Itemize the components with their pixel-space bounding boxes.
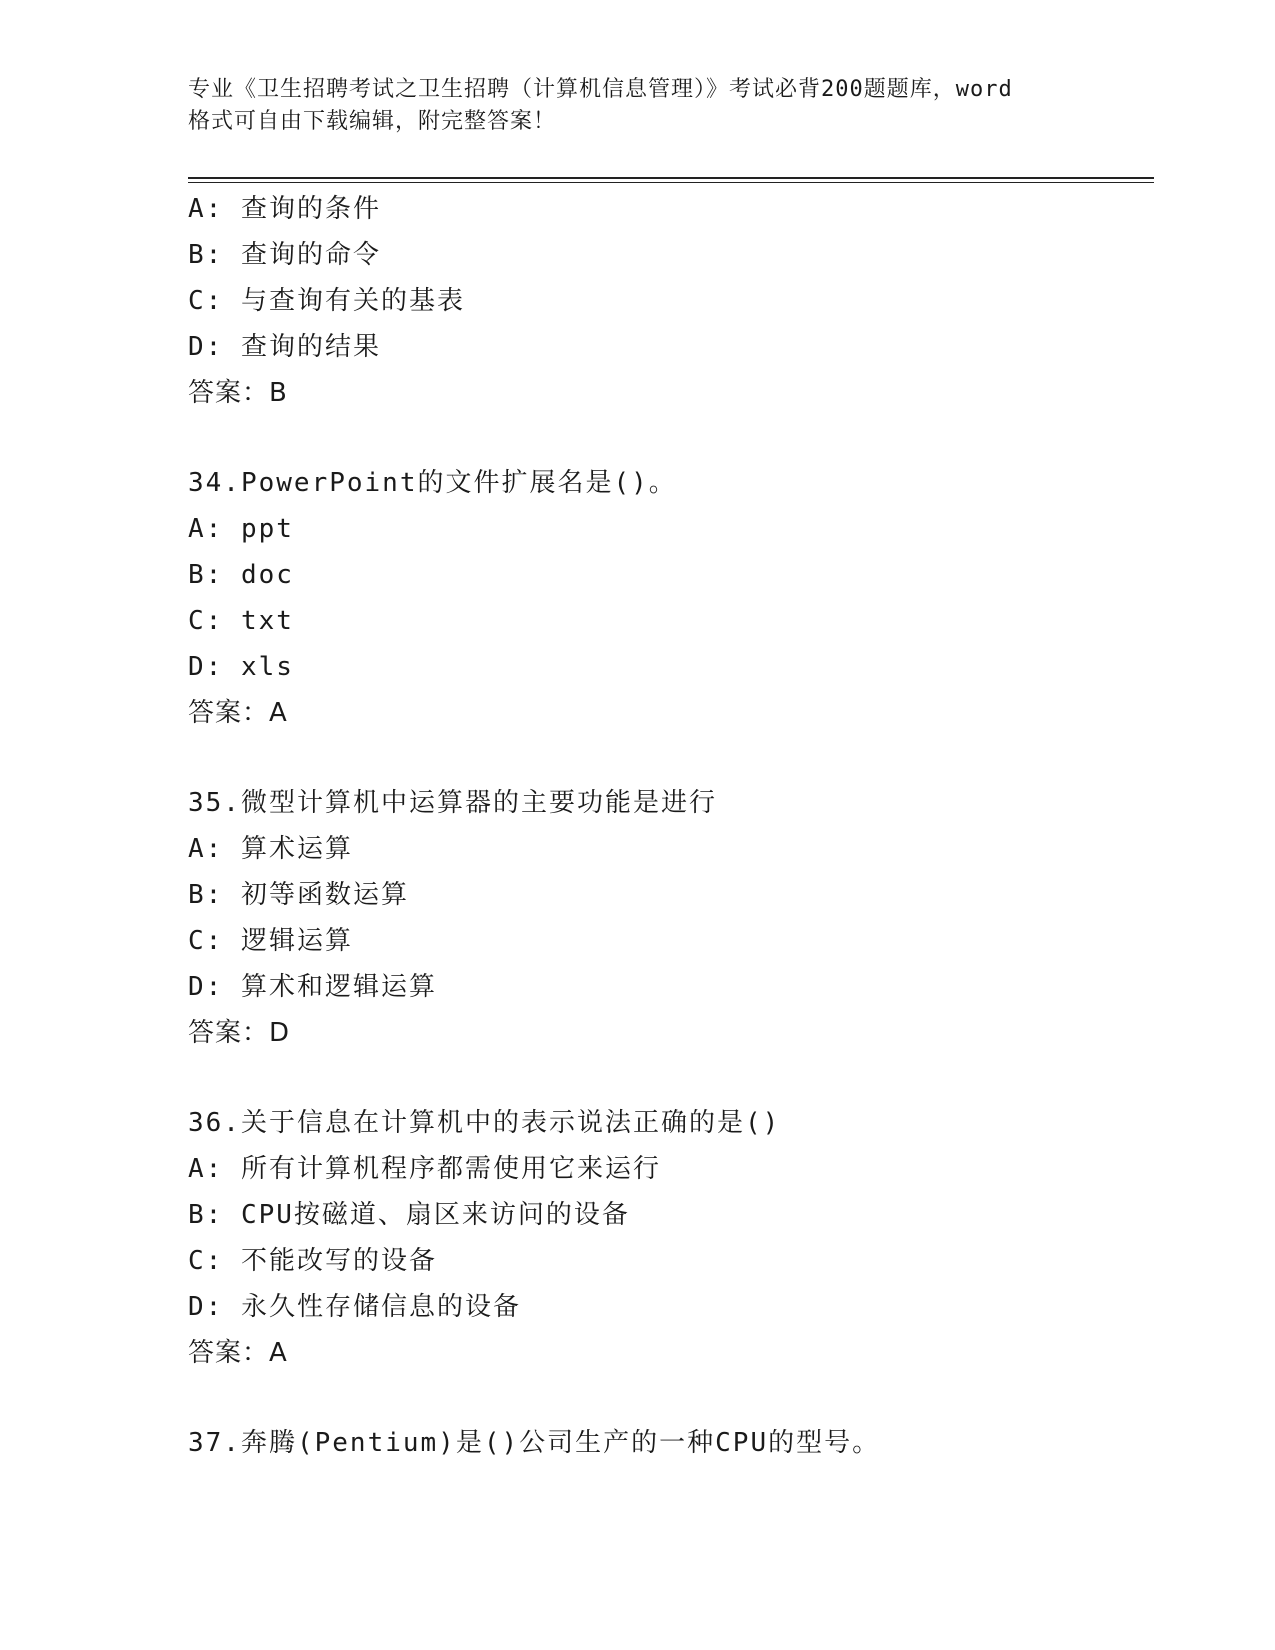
answer-line: 答案：A: [188, 698, 288, 728]
document-header: [188, 74, 1088, 138]
option-c: C: 与查询有关的基表: [188, 286, 465, 316]
option-b: B: 初等函数运算: [188, 880, 409, 910]
option-b: B: 查询的命令: [188, 240, 381, 270]
option-a: A: ppt: [188, 514, 294, 544]
question-list: [188, 186, 1148, 1466]
question-text: 35.微型计算机中运算器的主要功能是进行: [188, 788, 717, 818]
question-block: [188, 1420, 1148, 1466]
answer-line: 答案：B: [188, 378, 288, 408]
answer-line: 答案：A: [188, 1338, 288, 1368]
option-b: B: doc: [188, 560, 294, 590]
option-c: C: 逻辑运算: [188, 926, 353, 956]
header-divider-thin: [188, 182, 1154, 183]
answer-line: 答案：D: [188, 1018, 291, 1048]
option-d: D: 算术和逻辑运算: [188, 972, 437, 1002]
question-block: [188, 460, 1148, 736]
question-block: [188, 186, 1148, 416]
header-line-1: 专业《卫生招聘考试之卫生招聘（计算机信息管理）》考试必背200题题库，word: [188, 77, 1013, 102]
option-d: D: 查询的结果: [188, 332, 381, 362]
option-c: C: txt: [188, 606, 294, 636]
option-d: D: 永久性存储信息的设备: [188, 1292, 521, 1322]
option-a: A: 查询的条件: [188, 194, 381, 224]
option-d: D: xls: [188, 652, 294, 682]
header-divider-thick: [188, 177, 1154, 179]
question-text: 36.关于信息在计算机中的表示说法正确的是(): [188, 1108, 781, 1138]
header-line-2: 格式可自由下载编辑，附完整答案！: [188, 109, 557, 134]
option-c: C: 不能改写的设备: [188, 1246, 437, 1276]
option-b: B: CPU按磁道、扇区来访问的设备: [188, 1200, 630, 1230]
question-text: 34.PowerPoint的文件扩展名是()。: [188, 468, 677, 498]
option-a: A: 算术运算: [188, 834, 353, 864]
question-block: [188, 1100, 1148, 1376]
question-text: 37.奔腾(Pentium)是()公司生产的一种CPU的型号。: [188, 1428, 881, 1458]
question-block: [188, 780, 1148, 1056]
option-a: A: 所有计算机程序都需使用它来运行: [188, 1154, 661, 1184]
